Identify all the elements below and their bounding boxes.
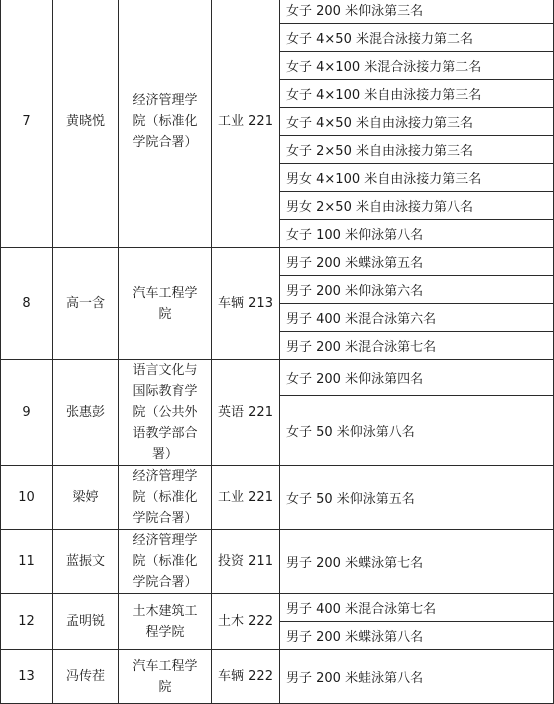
class-name: 工业 221 <box>212 466 280 530</box>
award-item: 男子 200 米蝶泳第七名 <box>280 530 554 594</box>
class-name: 车辆 213 <box>212 248 280 360</box>
table-row <box>1 248 554 276</box>
college-name: 经济管理学院（标准化学院合署） <box>132 469 198 526</box>
award-item: 女子 4×100 米混合泳接力第二名 <box>280 52 554 80</box>
award-item: 男女 2×50 米自由泳接力第八名 <box>280 192 554 220</box>
class-name: 投资 211 <box>212 530 280 594</box>
award-item: 男子 200 米仰泳第六名 <box>280 276 554 304</box>
student-name: 高一含 <box>53 248 119 360</box>
award-item: 男女 4×100 米自由泳接力第三名 <box>280 164 554 192</box>
award-item: 男子 200 米蝶泳第五名 <box>280 248 554 276</box>
table-row <box>1 360 554 396</box>
student-name: 张惠彭 <box>53 360 119 466</box>
college-name: 经济管理学院（标准化学院合署） <box>132 533 198 590</box>
college-name: 经济管理学院（标准化学院合署） <box>132 93 198 150</box>
college-cell <box>119 248 212 360</box>
student-name: 黄晓悦 <box>53 0 119 248</box>
class-name: 车辆 222 <box>212 650 280 704</box>
college-name: 汽车工程学院 <box>132 285 198 322</box>
table-row <box>1 466 554 530</box>
row-number: 13 <box>1 650 53 704</box>
award-item: 男子 200 米混合泳第七名 <box>280 332 554 360</box>
student-name: 梁婷 <box>53 466 119 530</box>
college-cell <box>119 466 212 530</box>
table-row <box>1 650 554 704</box>
award-item: 女子 4×50 米自由泳接力第三名 <box>280 108 554 136</box>
college-name: 汽车工程学院 <box>132 658 198 695</box>
table-row <box>1 0 554 24</box>
student-name: 蓝振文 <box>53 530 119 594</box>
award-item: 女子 100 米仰泳第八名 <box>280 220 554 248</box>
award-item: 男子 400 米混合泳第七名 <box>280 594 554 622</box>
college-name: 语言文化与国际教育学院（公共外语教学部合署） <box>132 363 198 462</box>
award-item: 男子 200 米蛙泳第八名 <box>280 650 554 704</box>
row-number: 11 <box>1 530 53 594</box>
award-item: 女子 50 米仰泳第五名 <box>280 466 554 530</box>
student-name: 冯传茬 <box>53 650 119 704</box>
award-item: 女子 200 米仰泳第三名 <box>280 0 554 24</box>
award-item: 女子 50 米仰泳第八名 <box>280 396 554 466</box>
award-item: 男子 400 米混合泳第六名 <box>280 304 554 332</box>
row-number: 10 <box>1 466 53 530</box>
college-cell <box>119 530 212 594</box>
award-item: 女子 2×50 米自由泳接力第三名 <box>280 136 554 164</box>
row-number: 7 <box>1 0 53 248</box>
class-name: 英语 221 <box>212 360 280 466</box>
college-cell <box>119 0 212 248</box>
college-cell <box>119 650 212 704</box>
class-name: 工业 221 <box>212 0 280 248</box>
row-number: 9 <box>1 360 53 466</box>
award-item: 男子 200 米蝶泳第八名 <box>280 622 554 650</box>
college-name: 土木建筑工程学院 <box>132 603 198 640</box>
award-item: 女子 4×50 米混合泳接力第二名 <box>280 24 554 52</box>
row-number: 8 <box>1 248 53 360</box>
student-name: 孟明锐 <box>53 594 119 650</box>
college-cell <box>119 360 212 466</box>
college-cell <box>119 594 212 650</box>
award-item: 女子 200 米仰泳第四名 <box>280 360 554 396</box>
table-row <box>1 530 554 594</box>
table-row <box>1 594 554 622</box>
row-number: 12 <box>1 594 53 650</box>
award-item: 女子 4×100 米自由泳接力第三名 <box>280 80 554 108</box>
class-name: 土木 222 <box>212 594 280 650</box>
